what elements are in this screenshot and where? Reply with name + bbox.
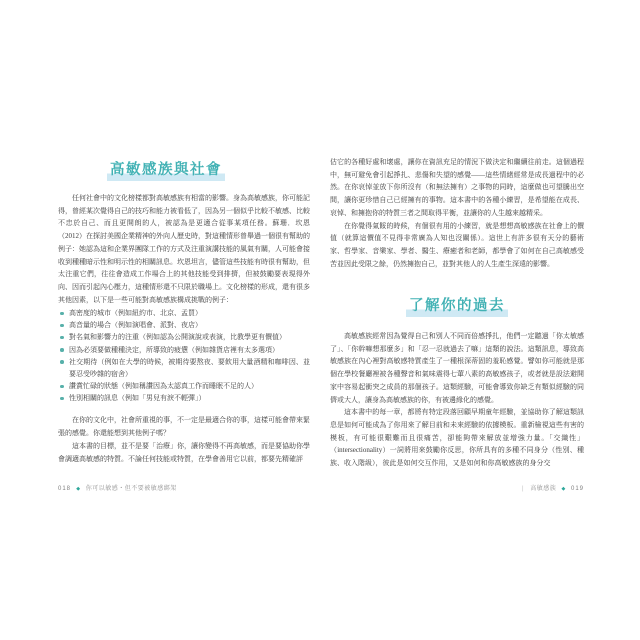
diamond-separator-icon: ◆ <box>76 486 81 492</box>
list-item: 高音量的場合（例如演唱會、派對、夜店） <box>58 319 310 331</box>
footer-book-title: 你可以敏感・但不要被敏感綁架 <box>85 486 177 492</box>
book-page-left <box>58 0 310 640</box>
paragraph-text: 高敏感族經常因為覺得自己和別人不同而倍感掙扎，他們一定聽過「你太敏感了」、「你幹嘛想那麼多」和「忍一忍就過去了嘛」這類的說法。這類訊息，導致高敏感族在內心裡對高敏感特質產生了一種根深蒂固的羞恥感覺。譬如你可能就是那個在學校餐廳裡被各種聲音和氣味震得七葷八素的高敏感孩子，或者就是設法避開家中容易起衝突之成員的那個孩子。這類經驗，可能會導致你缺乏有類似經驗的同儕或大人，讓身為高敏感族的你，有被邊緣化的感覺。 <box>330 332 584 404</box>
footer-divider-bar: | <box>522 486 525 492</box>
book-page-right <box>330 0 584 640</box>
page-number-left: 018 <box>58 486 72 492</box>
paragraph-text: 任何社會中的文化榜樣都對高敏感族有相當的影響。身為高敏感族，你可能記得，曾經某次覺得自己的技巧和能力被看低了，因為另一個似乎比較不敏感、比較不忠於自己、而且更開朗的人，被認為是更適合從事某項任務。蘇珊．坎恩（2012）在探討美國企業精神的外向人歷史時，對這種情形曾舉過一個很有幫助的例子：她認為這和企業界團隊工作的方式及注重演講技能的風氣有關，人可能會接收到種種暗示性和明示性的相關訊息。坎恩坦言，儘管這些技能有時很有幫助，但太注重它們，往往會造成工作場合上的其他技能受到排擠，但被鼓勵要表現得外向、因而引起內心壓力，這種情形還不只限於職場上。文化榜樣的形成，還有很多其他因素，以下是一些可能對高敏感族構成挑戰的例子： <box>58 194 310 304</box>
paragraph-text: 估它的各種好處和壞處，讓你在資訊充足的情況下做決定和繼續往前走。這個過程中，無可避免會引起掙扎、悲傷和失望的感覺——這些情緒經常是成長過程中的必然。在你哀悼並放下你所沒有（和無法擁有）之事物的同時，這麼做也可望騰出空間，讓你更珍惜自己已經擁有的事物。這本書中的各種小練習，是希望能在成長、哀悼、和擁抱你的特質三者之間取得平衡，並讓你的人生越來越精采。 <box>330 158 584 217</box>
challenge-examples-list <box>58 307 310 405</box>
section-heading-society: 高敏感族與社會 <box>107 158 225 182</box>
right-bottom-paragraphs <box>330 330 584 470</box>
right-top-paragraphs <box>330 156 584 270</box>
list-item: 讚賞忙碌的狀態（例如稱讚因為太認真工作而睡眠不足的人） <box>58 380 310 392</box>
list-item: 高密度的城市（例如紐約市、北京、孟買） <box>58 307 310 319</box>
paragraph-text: 這本書中的每一章，都將有特定段落回顧早期童年經驗，並協助你了解這類訊息是如何可能成為了你用來了解目前和未來經驗的依據模板。重新檢視這些有害的模板，有可能很艱難而且很痛苦，卻能夠帶來解放並增強力量。「交織性」（intersectionality）一詞將用來鼓勵你反思，你所具有的多種不同身分（性別、種族、收入階級），彼此是如何交互作用，又是如何和你高敏感族的身分交 <box>330 408 584 468</box>
paragraph-text: 這本書的目標，並不是要「治療」你，讓你變得不再高敏感，而是要協助你學會調適高敏感的特質。不論任何技能或特質，在學會善用它以前，都要先精確評 <box>58 442 310 463</box>
footer-chapter-title: 高敏感族 <box>530 486 557 492</box>
left-paragraph-2 <box>58 414 310 439</box>
left-page-footer <box>58 483 177 492</box>
diamond-separator-icon: ◆ <box>561 486 566 492</box>
page-number-right: 019 <box>570 486 584 492</box>
list-item: 因為必須要做種種決定，所導致的疲憊（例如雜貨店裡有太多選項） <box>58 344 310 356</box>
paragraph-text: 在你覺得氣餒的時候，有個很有用的小練習，就是想想高敏感族在社會上的價值（就算這價值不見得非常廣為人知也沒關係）。這世上有許多很有天分的藝術家、哲學家、音樂家、學者、醫生、療癒者和老師，都學會了如何在自己高敏感受苦並因此受限之餘，仍然擁抱自己，並對其他人的人生產生深遠的影響。 <box>330 221 584 268</box>
paragraph-text: 在你的文化中，社會所重視的事，不一定是最適合你的事，這樣可能會帶來緊張的感覺。你還能想到其他例子嗎？ <box>58 416 310 437</box>
right-page-footer <box>522 483 584 492</box>
left-paragraph-1 <box>58 192 310 306</box>
left-paragraph-3 <box>58 440 310 465</box>
list-item: 對名氣和影響力的注重（例如認為公開演說或表演，比教學更有價值） <box>58 331 310 343</box>
list-item: 社交期待（例如在大學的時候，被期待要熬夜、要飲用大量酒精和咖啡因、並要忍受吵雜的宿舍） <box>58 356 310 380</box>
list-item: 性別相關的訊息（例如「男兒有淚不輕彈」） <box>58 392 310 404</box>
section-heading-past: 了解你的過去 <box>406 294 508 318</box>
